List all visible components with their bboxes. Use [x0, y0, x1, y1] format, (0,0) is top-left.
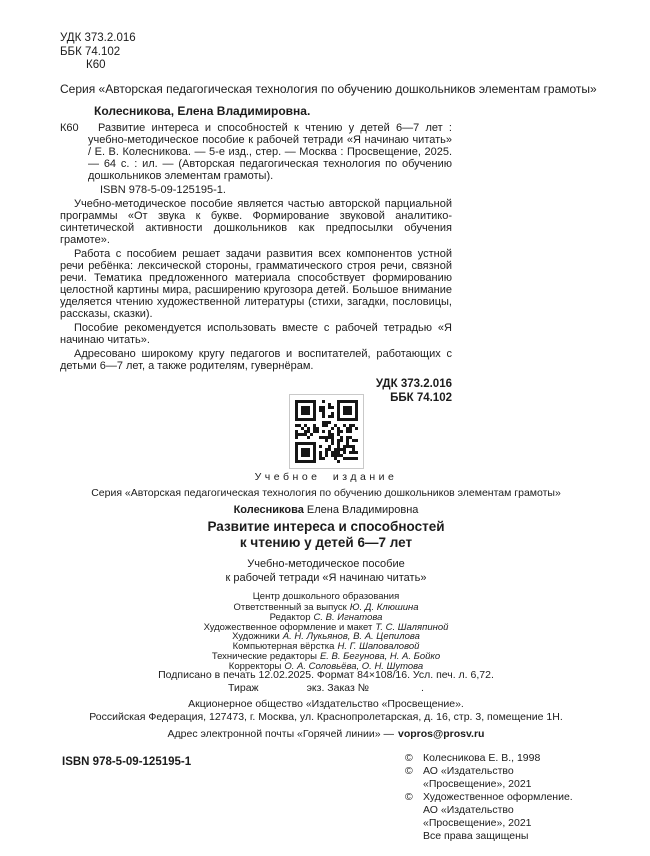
author-code: К60 [86, 59, 106, 71]
qr-wrap [60, 394, 592, 474]
isbn-number: ISBN 978-5-09-125195-1 [62, 756, 192, 768]
email-line [60, 728, 592, 741]
credit-role: Компьютерная вёрстка [232, 641, 335, 653]
udk-code: УДК 373.2.016 [60, 32, 136, 44]
imprint-block [60, 669, 592, 741]
copyright-mark [405, 830, 423, 843]
annotation-paragraph: Учебно-методическое пособие является частью авторской парциальной программы «От звука к букве. Формирование звуковой аналитико-синтетической активности дошкольников как предпосылки обучения грамоте». [60, 198, 452, 246]
copyright-text: Все права защищены [423, 830, 529, 842]
copyright-text: АО «Издательство «Просвещение», 2021 [423, 765, 532, 790]
credit-names: Е. В. Бегунова, Н. А. Бойко [319, 650, 441, 662]
department-line: Центр дошкольного образования [252, 591, 400, 602]
author-name: Елена Владимировна [306, 504, 419, 516]
annotation-paragraph: Адресовано широкому кругу педагогов и воспитателей, работающих с детьми 6—7 лет, а также родителям, гувернёрам. [60, 348, 452, 372]
card-description-text: Развитие интереса и способностей к чтению у детей 6—7 лет : учебно-методическое пособие к рабочей тетради «Я начинаю читать» / Е. В. Колесникова. — 5-е изд., стер. — Москва : Просвещение, 2025. — 64 с. : ил. — (Авторская педагогическая технология по обучению дошкольников элементам грамоты). [88, 122, 452, 182]
address-line: Российская Федерация, 127473, г. Москва, ул. Краснопролетарская, д. 16, стр. 3, помещение 1Н. [89, 710, 563, 723]
copyright-line [405, 830, 592, 843]
edition-series-line: Серия «Авторская педагогическая технология по обучению дошкольников элементам грамоты» [91, 487, 561, 499]
book-title [60, 519, 592, 551]
catalog-card [60, 104, 452, 405]
copyright-block [405, 752, 592, 843]
tirazh-label: Тираж [228, 681, 259, 694]
credit-role: Корректоры [228, 660, 282, 672]
credit-names: А. Н. Лукьянов, В. А. Цепилова [282, 631, 420, 643]
email-label: Адрес электронной почты «Горячей линии» — [167, 728, 394, 740]
copyright-line [405, 752, 592, 765]
bbk-code: ББК 74.102 [60, 45, 121, 58]
copyright-mark: © [405, 752, 413, 764]
credit-role: Ответственный за выпуск [233, 602, 347, 613]
credit-names: Ю. Д. Клюшина [349, 602, 419, 613]
card-bbk: ББК 74.102 [390, 392, 452, 404]
copyright-mark: © [405, 765, 413, 777]
tirazh-unit: экз. Заказ № [306, 681, 370, 694]
copyright-text: Колесникова Е. В., 1998 [423, 752, 541, 764]
credits-list [60, 603, 592, 672]
copyright-mark: © [405, 791, 413, 803]
card-author-heading: Колесникова, Елена Владимировна. [94, 104, 311, 118]
page-content [60, 0, 597, 856]
credit-role: Технические редакторы [211, 650, 317, 662]
book-subtitle [60, 557, 592, 585]
publisher-group [60, 698, 592, 723]
copyright-mark [405, 804, 423, 830]
annotation-paragraph: Работа с пособием решает задачи развития всех компонентов устной речи ребёнка: лексической стороны, грамматического строя речи, связной речи. Тематика предложенного материала способствует формированию целостной картины мира, расширению кругозора детей. Большое внимание уделяется чтению художественной литературы (стихи, загадки, пословицы, рассказы, сказки). [60, 248, 452, 320]
edition-block [60, 471, 592, 672]
tirazh-end: . [421, 681, 424, 694]
copyright-text: Художественное оформление. [423, 791, 573, 803]
title-line-1: Развитие интереса и способностей [207, 519, 445, 534]
title-line-2: к чтению у детей 6—7 лет [239, 535, 413, 550]
tirazh-line [60, 682, 592, 695]
series-line: Серия «Авторская педагогическая технология по обучению дошкольников элементам грамоты» [60, 82, 597, 96]
qr-code-icon [289, 394, 364, 469]
credit-names: О. А. Соловьёва, О. Н. Шутова [284, 660, 424, 672]
copyright-text: АО «Издательство «Просвещение», 2021 [423, 804, 532, 829]
copyright-line [405, 804, 592, 830]
card-description [60, 122, 452, 182]
codes-block [60, 32, 136, 73]
edition-author [60, 504, 592, 516]
email-address: vopros@prosv.ru [397, 728, 485, 740]
credit-role: Редактор [269, 611, 311, 623]
copyright-line [405, 791, 592, 804]
card-isbn: ISBN 978-5-09-125195-1. [100, 184, 226, 196]
card-udk: УДК 373.2.016 [375, 378, 452, 390]
credit-names: Т. С. Шаляпиной [375, 621, 449, 633]
subtitle-line-2: к рабочей тетради «Я начинаю читать» [225, 572, 427, 584]
credit-names: Н. Г. Шаповаловой [337, 641, 420, 653]
publisher-line: Акционерное общество «Издательство «Просвещение». [188, 698, 464, 710]
credit-role: Художники [232, 631, 280, 643]
credit-names: С. В. Игнатова [313, 611, 383, 623]
subtitle-line-1: Учебно-методическое пособие [247, 558, 405, 570]
author-surname: Колесникова [233, 504, 304, 516]
copyright-line [405, 765, 592, 791]
print-info-line: Подписано в печать 12.02.2025. Формат 84×108/16. Усл. печ. л. 6,72. [158, 669, 494, 681]
edition-kind: Учебное издание [254, 471, 398, 483]
card-entry-code: К60 [60, 122, 79, 134]
annotation-paragraph: Пособие рекомендуется использовать вместе с рабочей тетрадью «Я начинаю читать». [60, 322, 452, 346]
credit-role: Художественное оформление и макет [203, 621, 373, 633]
